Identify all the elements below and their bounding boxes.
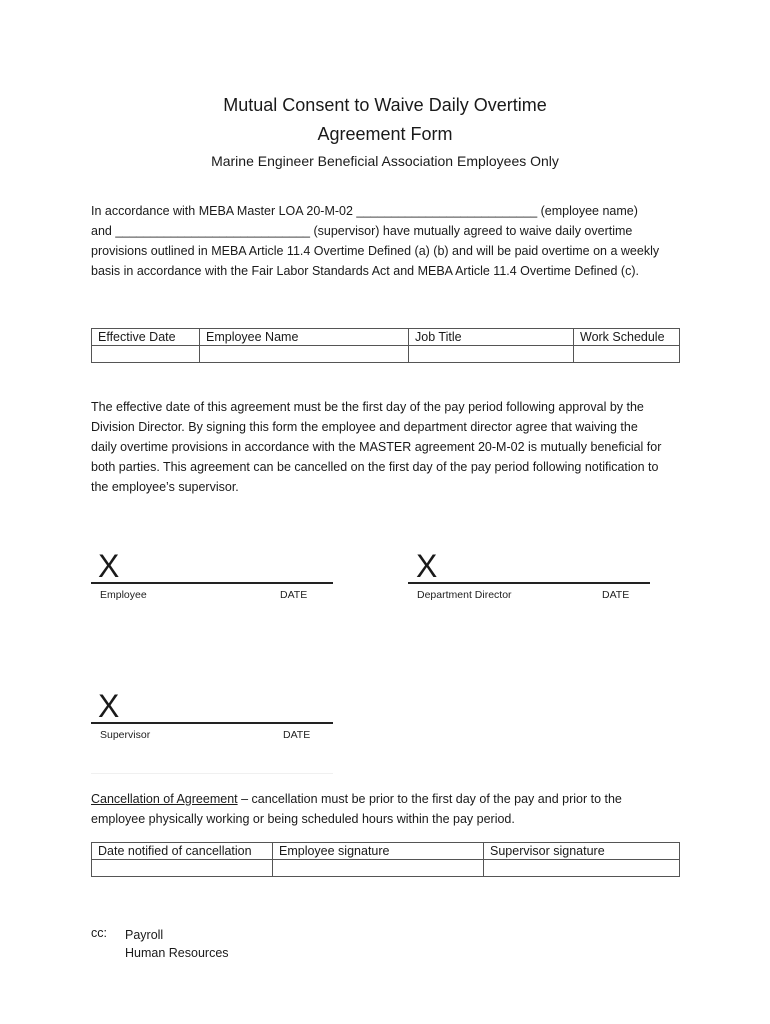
work-schedule-cell[interactable] xyxy=(574,346,680,363)
details-table xyxy=(91,328,680,363)
cancellation-entry-row xyxy=(92,860,680,877)
divider xyxy=(91,773,333,774)
employee-date-label: DATE xyxy=(280,589,308,601)
supervisor-signature-line[interactable] xyxy=(91,722,333,724)
supervisor-signature-x: X xyxy=(98,688,120,724)
intro-line: and ____________________________ (supervisor) have mutually agreed to waive daily overtime xyxy=(91,224,633,238)
supervisor-date-label: DATE xyxy=(283,729,311,741)
terms-line: both parties. This agreement can be cancelled on the first day of the pay period following notification to xyxy=(91,460,659,474)
cc-recipient: Payroll xyxy=(125,928,164,942)
director-signature-line[interactable] xyxy=(408,582,650,584)
terms-line: Division Director. By signing this form the employee and department director agree that waiving the xyxy=(91,420,638,434)
col-work-schedule: Work Schedule xyxy=(574,329,680,346)
details-entry-row xyxy=(92,346,680,363)
col-employee-name: Employee Name xyxy=(200,329,409,346)
intro-line: In accordance with MEBA Master LOA 20-M-02 __________________________ (employee name) xyxy=(91,204,638,218)
cancellation-heading: Cancellation of Agreement xyxy=(91,792,238,806)
terms-line: The effective date of this agreement must be the first day of the pay period following approval by the xyxy=(91,400,644,414)
details-header-row xyxy=(92,329,680,346)
col-employee-signature: Employee signature xyxy=(273,843,484,860)
director-date-label: DATE xyxy=(602,589,630,601)
intro-paragraph xyxy=(91,201,691,281)
job-title-cell[interactable] xyxy=(409,346,574,363)
terms-line: the employee’s supervisor. xyxy=(91,480,239,494)
date-notified-cell[interactable] xyxy=(92,860,273,877)
employee-signature-cell[interactable] xyxy=(273,860,484,877)
director-signature-x: X xyxy=(416,548,438,584)
cancellation-header-row xyxy=(92,843,680,860)
intro-line: basis in accordance with the Fair Labor Standards Act and MEBA Article 11.4 Overtime Defined (c). xyxy=(91,264,639,278)
employee-label: Employee xyxy=(100,589,147,601)
col-supervisor-signature: Supervisor signature xyxy=(484,843,680,860)
effective-date-cell[interactable] xyxy=(92,346,200,363)
terms-line: daily overtime provisions in accordance with the MASTER agreement 20-M-02 is mutually beneficial for xyxy=(91,440,662,454)
form-title-line1: Mutual Consent to Waive Daily Overtime xyxy=(223,95,547,115)
cc-recipients xyxy=(125,926,229,962)
cancellation-paragraph xyxy=(91,789,701,829)
supervisor-signature-cell[interactable] xyxy=(484,860,680,877)
col-date-notified: Date notified of cancellation xyxy=(92,843,273,860)
employee-signature-x: X xyxy=(98,548,120,584)
supervisor-label: Supervisor xyxy=(100,729,151,741)
employee-name-cell[interactable] xyxy=(200,346,409,363)
form-title-line2: Agreement Form xyxy=(317,124,453,144)
col-effective-date: Effective Date xyxy=(92,329,200,346)
cancellation-line: employee physically working or being scheduled hours within the pay period. xyxy=(91,812,515,826)
cc-recipient: Human Resources xyxy=(125,946,229,960)
intro-line: provisions outlined in MEBA Article 11.4 Overtime Defined (a) (b) and will be paid overtime on a weekly xyxy=(91,244,660,258)
cancellation-table xyxy=(91,842,680,877)
col-job-title: Job Title xyxy=(409,329,574,346)
director-label: Department Director xyxy=(417,589,512,601)
terms-paragraph xyxy=(91,397,701,497)
cancellation-text: – cancellation must be prior to the first day of the pay and prior to the xyxy=(237,792,622,806)
cancellation-line xyxy=(91,789,701,809)
employee-signature-line[interactable] xyxy=(91,582,333,584)
cc-label: cc: xyxy=(91,926,107,940)
form-subtitle: Marine Engineer Beneficial Association Employees Only xyxy=(211,153,559,169)
